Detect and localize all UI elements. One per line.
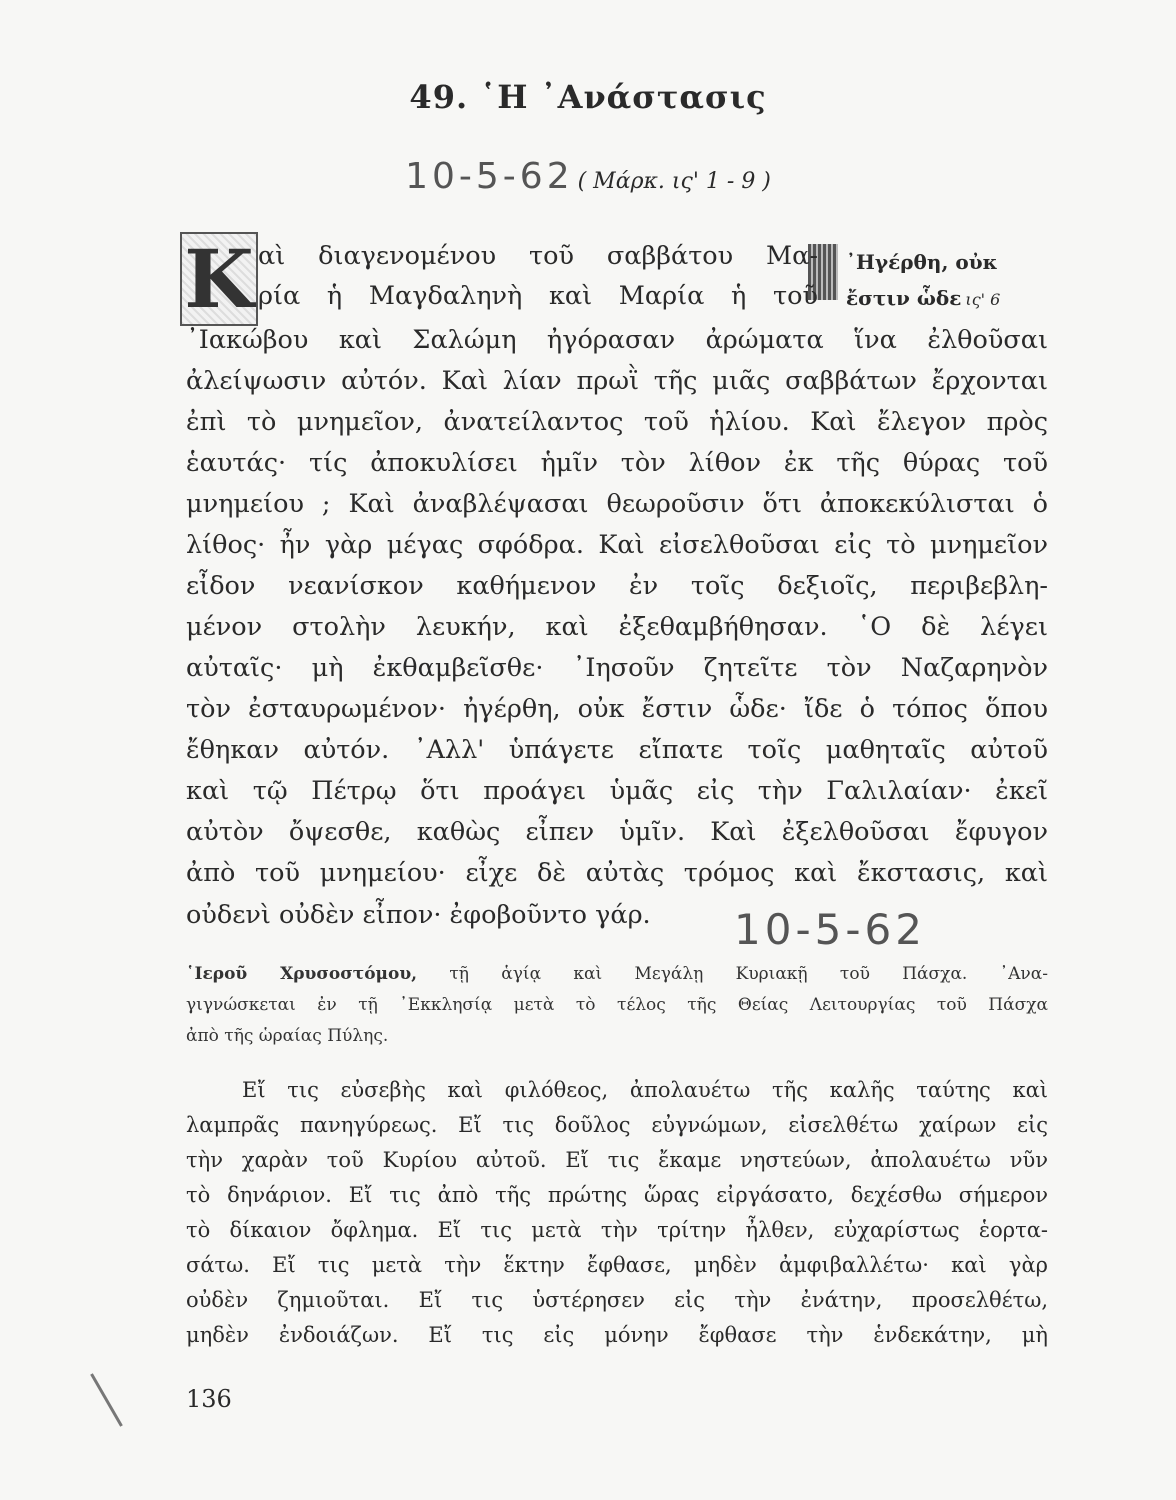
gospel-line: μένον στολὴν λευκήν, καὶ ἐξεθαμβήθησαν. ῾Ο δὲ λέγει xyxy=(186,612,1048,642)
margin-note xyxy=(808,244,1058,330)
gospel-line: αὐταῖς· μὴ ἐκθαμβεῖσθε· ᾿Ιησοῦν ζητεῖτε τὸν Ναζαρηνὸν xyxy=(186,653,1048,683)
handwritten-date-bottom: 10-5-62 xyxy=(734,905,926,954)
homily-line: τὸ δηνάριον. Εἴ τις ἀπὸ τῆς πρώτης ὥρας εἰργάσατο, δεχέσθω σήμερον xyxy=(186,1183,1048,1207)
note-line xyxy=(186,962,1048,987)
handwritten-date-top: 10-5-62 xyxy=(405,156,574,197)
gospel-line: οὐδενὶ οὐδὲν εἶπον· ἐφοβοῦντο γάρ. xyxy=(186,900,651,930)
note-author: ῾Ιεροῦ Χρυσοστόμου, xyxy=(186,964,418,984)
gospel-line: τὸν ἐσταυρωμένον· ἠγέρθη, οὐκ ἔστιν ὧδε· ἴδε ὁ τόπος ὅπου xyxy=(186,694,1048,724)
margin-note-line1: ᾿Ηγέρθη, οὐκ xyxy=(846,250,998,274)
gospel-line: ἐπὶ τὸ μνημεῖον, ἀνατείλαντος τοῦ ἡλίου. Καὶ ἔλεγον πρὸς xyxy=(186,407,1048,437)
drop-cap: Κ xyxy=(180,232,258,326)
gospel-line: εἶδον νεανίσκον καθήμενον ἐν τοῖς δεξιοῖς, περιβεβλη- xyxy=(186,571,1048,601)
margin-note-ref: ις' 6 xyxy=(965,290,1001,309)
note-line: ἀπὸ τῆς ὡραίας Πύλης. xyxy=(186,1026,389,1046)
gospel-line: αὐτὸν ὄψεσθε, καθὼς εἶπεν ὑμῖν. Καὶ ἐξελθοῦσαι ἔφυγον xyxy=(186,817,1048,847)
homily-line: σάτω. Εἴ τις μετὰ τὴν ἕκτην ἔφθασε, μηδὲν ἀμφιβαλλέτω· καὶ γὰρ xyxy=(186,1253,1048,1277)
gospel-line: καὶ τῷ Πέτρῳ ὅτι προάγει ὑμᾶς εἰς τὴν Γαλιλαίαν· ἐκεῖ xyxy=(186,776,1048,806)
homily-line: τὴν χαρὰν τοῦ Κυρίου αὐτοῦ. Εἴ τις ἔκαμε νηστεύων, ἀπολαυέτω νῦν xyxy=(186,1148,1048,1172)
gospel-line: ἔθηκαν αὐτόν. ᾿Αλλ' ὑπάγετε εἴπατε τοῖς μαθηταῖς αὐτοῦ xyxy=(186,735,1048,765)
gospel-line: ᾿Ιακώβου καὶ Σαλώμη ἠγόρασαν ἀρώματα ἵνα ἐλθοῦσαι xyxy=(186,325,1048,355)
homily-line: οὐδὲν ζημιοῦται. Εἴ τις ὑστέρησεν εἰς τὴν ἐνάτην, προσελθέτω, xyxy=(186,1288,1048,1312)
homily-line: μηδὲν ἐνδοιάζων. Εἴ τις εἰς μόνην ἔφθασε τὴν ἑνδεκάτην, μὴ xyxy=(186,1323,1048,1347)
page-number: 136 xyxy=(186,1385,232,1413)
gospel-line: λίθος· ἦν γὰρ μέγας σφόδρα. Καὶ εἰσελθοῦσαι εἰς τὸ μνημεῖον xyxy=(186,530,1048,560)
gospel-line: ἀπὸ τοῦ μνημείου· εἶχε δὲ αὐτὰς τρόμος καὶ ἔκστασις, καὶ xyxy=(186,858,1048,888)
homily-line: τὸ δίκαιον ὄφλημα. Εἴ τις μετὰ τὴν τρίτην ἦλθεν, εὐχαρίστως ἑορτα- xyxy=(186,1218,1048,1242)
pencil-mark xyxy=(90,1373,123,1426)
reference-row xyxy=(0,156,1176,197)
gospel-line: μνημείου ; Καὶ ἀναβλέψασαι θεωροῦσιν ὅτι ἀποκεκύλισται ὁ xyxy=(186,489,1048,519)
gospel-line: ἀλείψωσιν αὐτόν. Καὶ λίαν πρωῒ τῆς μιᾶς σαββάτων ἔρχονται xyxy=(186,366,1048,396)
homily-line: λαμπρᾶς πανηγύρεως. Εἴ τις δοῦλος εὐγνώμων, εἰσελθέτω χαίρων εἰς xyxy=(186,1113,1048,1137)
scripture-reference: ( Μάρκ. ις' 1 - 9 ) xyxy=(577,169,771,194)
gospel-line: ρία ἡ Μαγδαληνὴ καὶ Μαρία ἡ τοῦ xyxy=(258,281,818,311)
note-line1-text: τῇ ἁγίᾳ καὶ Μεγάλῃ Κυριακῇ τοῦ Πάσχα. ᾿Ανα- xyxy=(417,964,1048,984)
homily-line: Εἴ τις εὐσεβὴς καὶ φιλόθεος, ἀπολαυέτω τῆς καλῆς ταύτης καὶ xyxy=(242,1078,1048,1102)
chapter-title: 49. ῾Η ᾿Ανάστασις xyxy=(409,78,767,116)
margin-note-line2 xyxy=(846,280,1000,318)
margin-note-text: ἔστιν ὧδε xyxy=(846,286,962,310)
gospel-line: αὶ διαγενομένου τοῦ σαββάτου Μα- xyxy=(258,241,818,271)
note-line: γιγνώσκεται ἐν τῇ ᾿Εκκλησίᾳ μετὰ τὸ τέλος τῆς Θείας Λειτουργίας τοῦ Πάσχα xyxy=(186,995,1048,1015)
gospel-line: ἑαυτάς· τίς ἀποκυλίσει ἡμῖν τὸν λίθον ἐκ τῆς θύρας τοῦ xyxy=(186,448,1048,478)
